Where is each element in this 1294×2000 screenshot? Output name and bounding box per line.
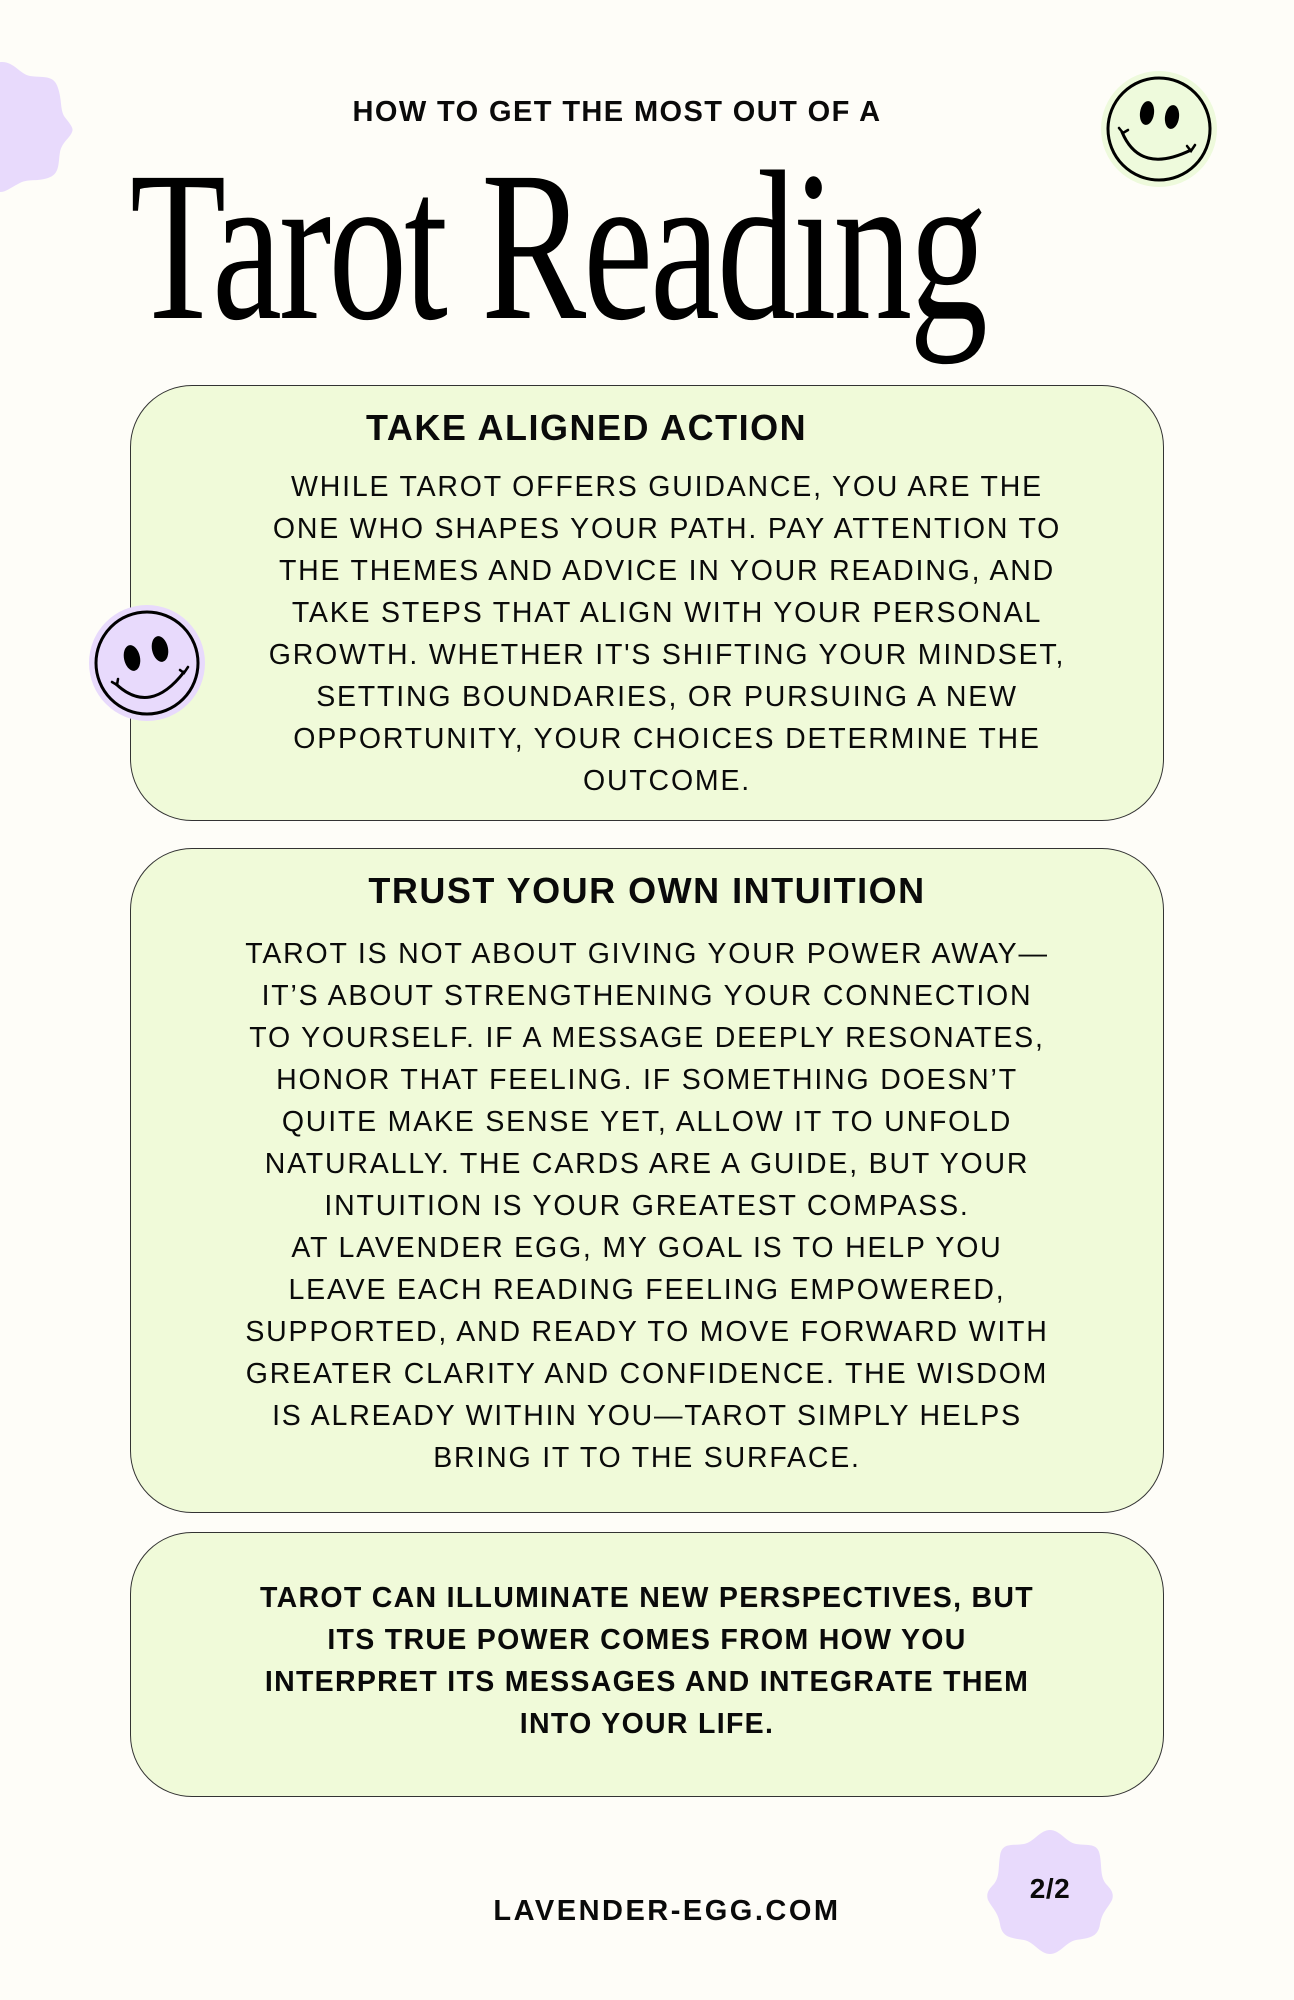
page-title-container xyxy=(130,128,1170,380)
body-line: TAKE STEPS THAT ALIGN WITH YOUR PERSONAL xyxy=(291,597,1043,629)
card-closing-statement xyxy=(130,1532,1164,1797)
body-line: ONE WHO SHAPES YOUR PATH. PAY ATTENTION TO xyxy=(272,513,1062,545)
body-line: SUPPORTED, AND READY TO MOVE FORWARD WITH xyxy=(245,1316,1049,1348)
body-line: BRING IT TO THE SURFACE. xyxy=(433,1442,861,1474)
body-line: IS ALREADY WITHIN YOU—TAROT SIMPLY HELPS xyxy=(272,1400,1022,1432)
body-line: TO YOURSELF. IF A MESSAGE DEEPLY RESONATES, xyxy=(249,1022,1045,1054)
card-body xyxy=(131,466,1163,802)
page-indicator: 2/2 xyxy=(1029,1873,1071,1904)
card-heading: TAKE ALIGNED ACTION xyxy=(366,407,808,448)
body-line: INTO YOUR LIFE. xyxy=(519,1708,775,1740)
body-line: INTUITION IS YOUR GREATEST COMPASS. xyxy=(324,1190,970,1222)
page-subtitle xyxy=(0,94,1294,130)
body-line: LEAVE EACH READING FEELING EMPOWERED, xyxy=(288,1274,1006,1306)
card-take-aligned-action xyxy=(130,385,1164,821)
website-link[interactable]: LAVENDER-EGG.COM xyxy=(493,1895,841,1927)
card-body xyxy=(131,933,1163,1479)
body-line: AT LAVENDER EGG, MY GOAL IS TO HELP YOU xyxy=(291,1232,1003,1264)
body-line: TAROT CAN ILLUMINATE NEW PERSPECTIVES, BUT xyxy=(260,1582,1034,1614)
body-line: THE THEMES AND ADVICE IN YOUR READING, AND xyxy=(278,555,1056,587)
body-line: ITS TRUE POWER COMES FROM HOW YOU xyxy=(327,1624,967,1656)
body-line: IT’S ABOUT STRENGTHENING YOUR CONNECTION xyxy=(261,980,1033,1012)
body-line: QUITE MAKE SENSE YET, ALLOW IT TO UNFOLD xyxy=(281,1106,1013,1138)
body-line: OPPORTUNITY, YOUR CHOICES DETERMINE THE xyxy=(293,723,1041,755)
body-line: SETTING BOUNDARIES, OR PURSUING A NEW xyxy=(316,681,1018,713)
smiley-face-icon xyxy=(88,604,206,722)
card-body-bold xyxy=(131,1577,1163,1745)
body-line: INTERPRET ITS MESSAGES AND INTEGRATE THEM xyxy=(264,1666,1030,1698)
body-line: GREATER CLARITY AND CONFIDENCE. THE WISDOM xyxy=(245,1358,1049,1390)
body-line: GROWTH. WHETHER IT'S SHIFTING YOUR MINDSET, xyxy=(268,639,1066,671)
body-line: TAROT IS NOT ABOUT GIVING YOUR POWER AWAY— xyxy=(245,938,1049,970)
body-line: HONOR THAT FEELING. IF SOMETHING DOESN’T xyxy=(276,1064,1018,1096)
card-heading: TRUST YOUR OWN INTUITION xyxy=(368,870,926,911)
subtitle-text: HOW TO GET THE MOST OUT OF A xyxy=(352,96,882,128)
card-trust-your-intuition xyxy=(130,848,1164,1513)
page-title: Tarot Reading xyxy=(130,128,985,365)
body-line: WHILE TAROT OFFERS GUIDANCE, YOU ARE THE xyxy=(291,471,1043,503)
body-line: OUTCOME. xyxy=(583,765,751,797)
page-indicator-badge xyxy=(982,1824,1118,1960)
body-line: NATURALLY. THE CARDS ARE A GUIDE, BUT YOUR xyxy=(264,1148,1030,1180)
